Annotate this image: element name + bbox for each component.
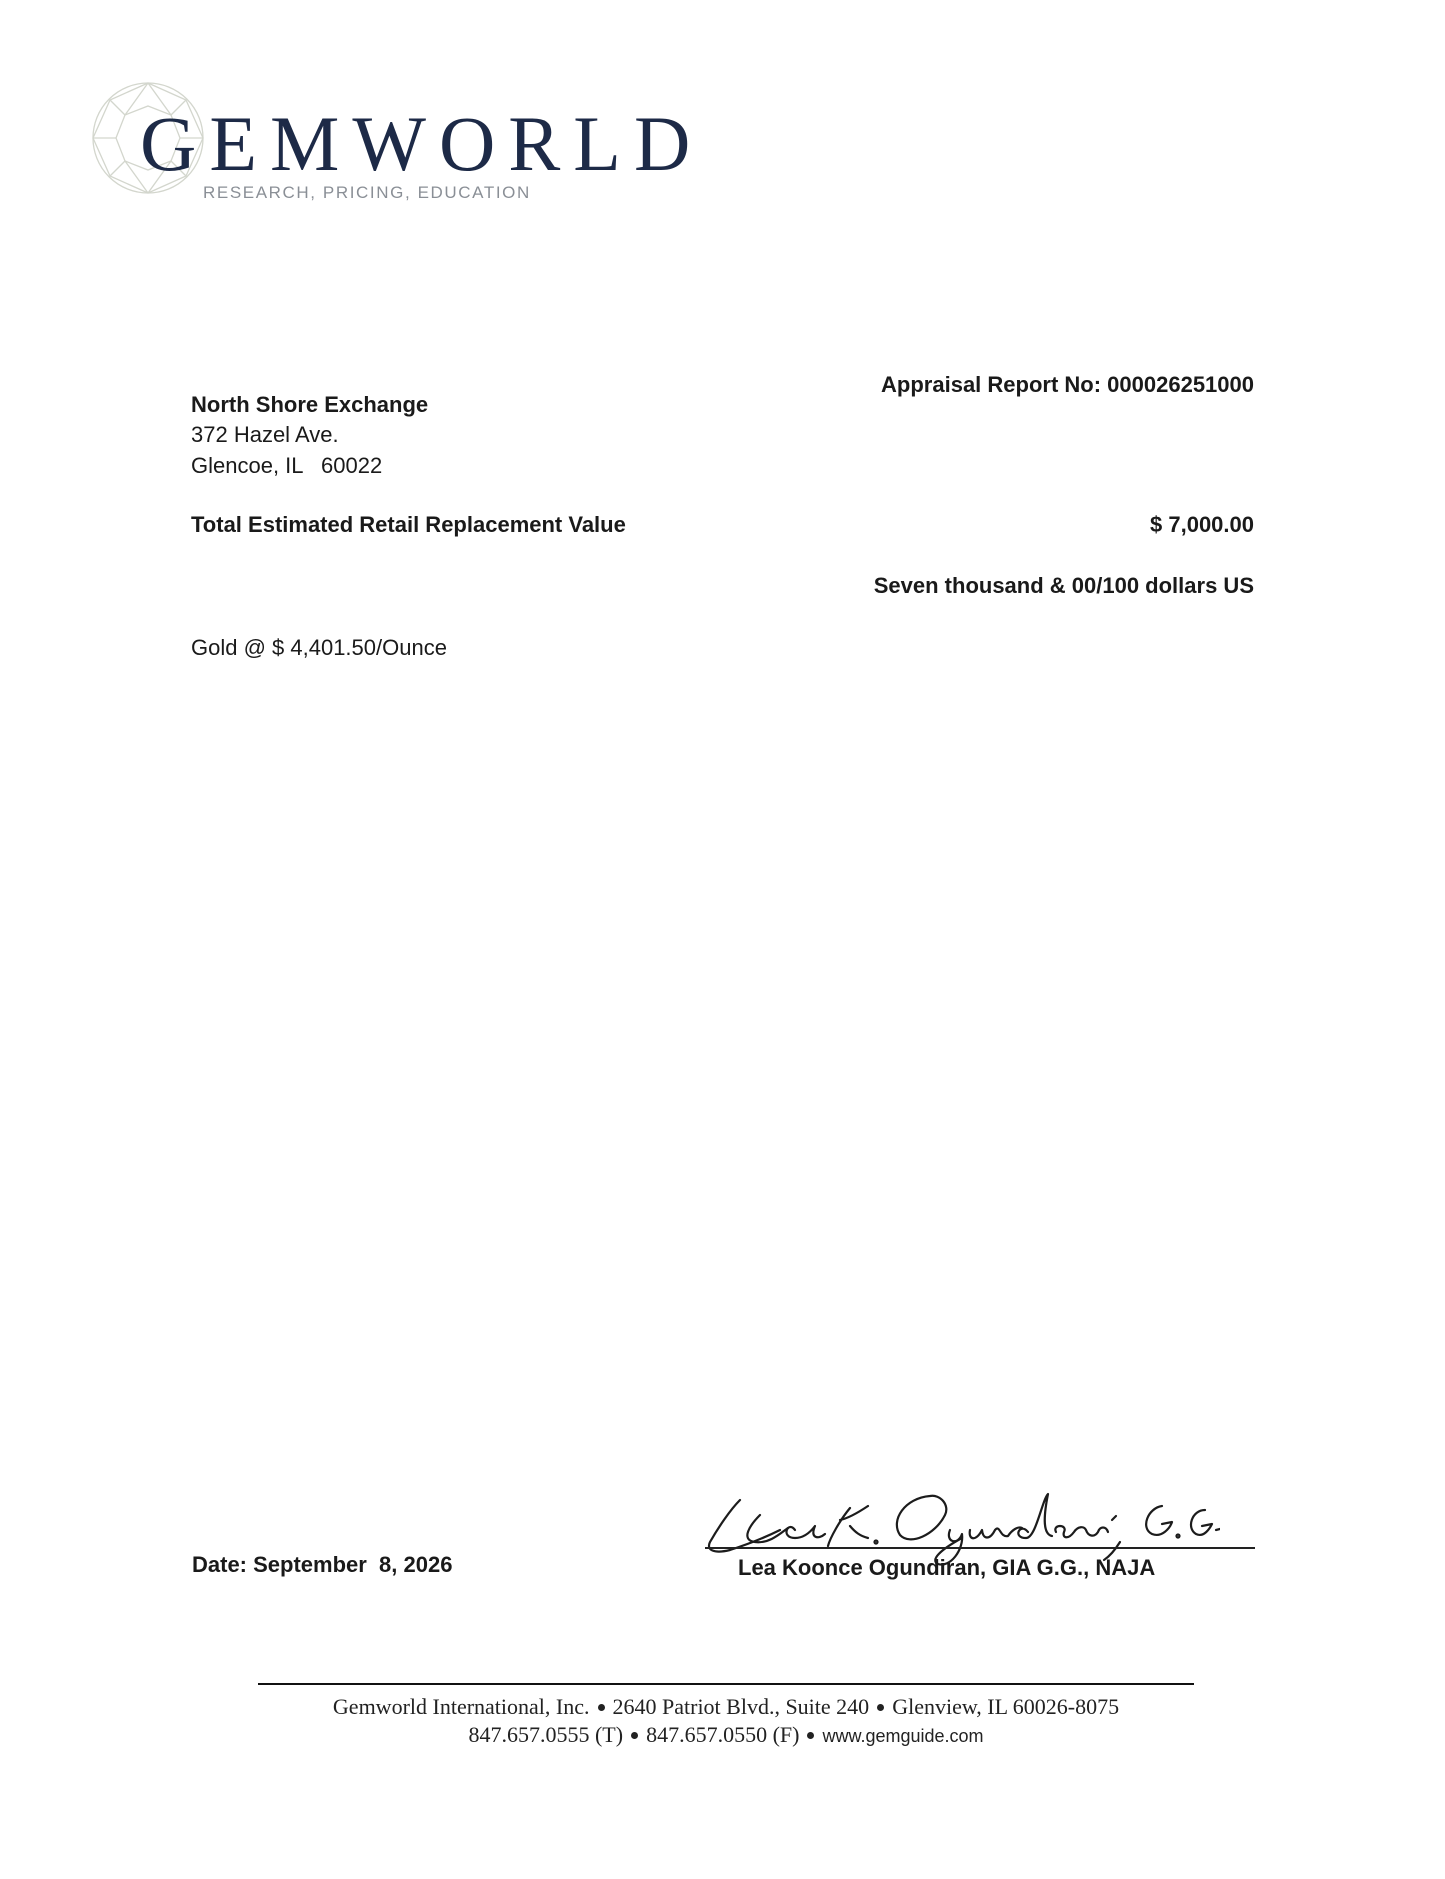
footer-contact-line bbox=[258, 1722, 1194, 1748]
logo-wordmark: GEMWORLD bbox=[140, 100, 704, 187]
bullet-icon bbox=[598, 1704, 605, 1711]
value-amount-words: Seven thousand & 00/100 dollars US bbox=[873, 573, 1254, 598]
footer-divider bbox=[258, 1683, 1194, 1685]
logo-tagline: RESEARCH, PRICING, EDUCATION bbox=[203, 183, 531, 202]
recipient-name: North Shore Exchange bbox=[191, 392, 429, 417]
bullet-icon bbox=[807, 1732, 814, 1739]
footer-address-line bbox=[258, 1694, 1194, 1720]
signer-name: Lea Koonce Ogundiran, GIA G.G., NAJA bbox=[738, 1555, 1156, 1580]
gold-price: Gold @ $ 4,401.50/Ounce bbox=[191, 635, 447, 660]
value-amount: $ 7,000.00 bbox=[1150, 512, 1254, 537]
recipient-street: 372 Hazel Ave. bbox=[191, 422, 339, 447]
footer-website-link[interactable]: www.gemguide.com bbox=[822, 1726, 984, 1746]
footer-address: 2640 Patriot Blvd., Suite 240 bbox=[612, 1694, 870, 1719]
signature-line bbox=[705, 1547, 1255, 1549]
report-date: Date: September 8, 2026 bbox=[192, 1552, 453, 1577]
bullet-icon bbox=[631, 1732, 638, 1739]
recipient-city: Glencoe, IL 60022 bbox=[191, 453, 383, 478]
footer-fax: 847.657.0550 (F) bbox=[646, 1722, 800, 1747]
footer-company: Gemworld International, Inc. bbox=[332, 1694, 590, 1719]
value-label: Total Estimated Retail Replacement Value bbox=[191, 512, 626, 537]
footer-city: Glenview, IL 60026-8075 bbox=[892, 1694, 1120, 1719]
appraisal-report-number: Appraisal Report No: 000026251000 bbox=[881, 372, 1254, 397]
bullet-icon bbox=[877, 1704, 884, 1711]
footer-phone: 847.657.0555 (T) bbox=[468, 1722, 624, 1747]
